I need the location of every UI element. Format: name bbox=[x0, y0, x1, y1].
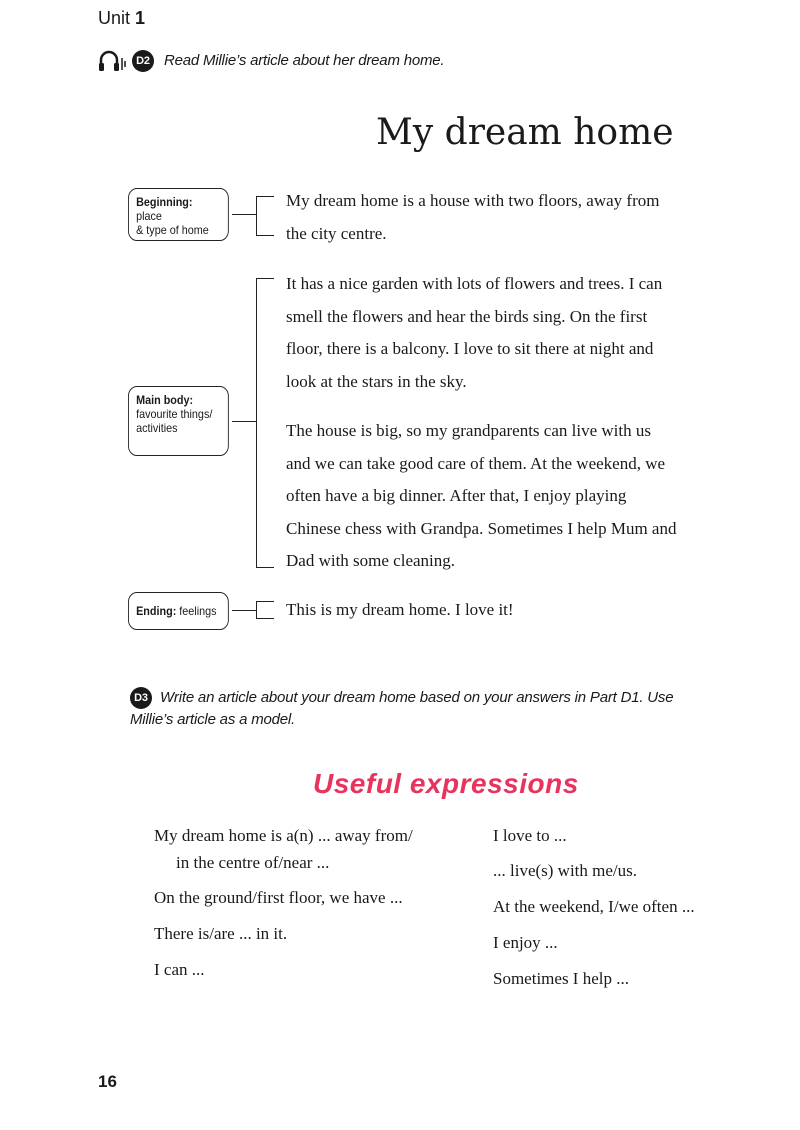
d3-instruction bbox=[130, 687, 673, 731]
expression-left-3: There is/are ... in it. bbox=[154, 924, 288, 943]
beginning-label bbox=[128, 188, 229, 241]
bracket-ending bbox=[256, 601, 274, 619]
para1-line: My dream home is a house with two floors, away from bbox=[286, 191, 660, 210]
ending-label-rest: feelings bbox=[176, 604, 217, 618]
unit-header bbox=[98, 8, 145, 29]
para1-line: the city centre. bbox=[286, 223, 387, 243]
headphones-icon bbox=[97, 48, 127, 79]
main-label-bold: Main body: bbox=[136, 393, 194, 407]
para2-line: floor, there is a balcony. I love to sit there at night and bbox=[286, 339, 654, 358]
expression-left-4: I can ... bbox=[154, 960, 205, 979]
beginning-label-line2: & type of home bbox=[136, 223, 209, 237]
unit-number: 1 bbox=[135, 8, 146, 28]
expression-right-2: ... live(s) with me/us. bbox=[493, 861, 638, 880]
ending-label bbox=[128, 592, 229, 630]
useful-expressions-heading: Useful expressions bbox=[313, 768, 579, 799]
para2-line: look at the stars in the sky. bbox=[286, 371, 467, 391]
d3-text-line1: Write an article about your dream home based on your answers in Part D1. Use bbox=[159, 689, 674, 706]
d3-text-line2: Millie’s article as a model. bbox=[130, 711, 296, 729]
expression-left-1-cont: in the centre of/near ... bbox=[176, 853, 330, 872]
expression-right-5: Sometimes I help ... bbox=[493, 969, 629, 988]
d2-badge: D2 bbox=[132, 50, 154, 72]
expression-left-2: On the ground/first floor, we have ... bbox=[154, 888, 403, 907]
article-title: My dream home bbox=[376, 112, 674, 153]
d2-text: Read Millie’s article about her dream home. bbox=[163, 51, 445, 69]
connector-line bbox=[232, 610, 257, 611]
expression-right-1: I love to ... bbox=[493, 826, 567, 845]
paragraph-2 bbox=[286, 268, 662, 398]
main-body-label bbox=[128, 386, 229, 456]
main-label-line2: favourite things/ bbox=[136, 407, 213, 421]
para3-line: Chinese chess with Grandpa. Sometimes I help Mum and bbox=[286, 518, 677, 538]
paragraph-4: This is my dream home. I love it! bbox=[286, 600, 514, 619]
main-label-line3: activities bbox=[136, 421, 178, 435]
expression-right-3: At the weekend, I/we often ... bbox=[493, 897, 695, 916]
connector-line bbox=[232, 421, 257, 422]
paragraph-3 bbox=[286, 415, 676, 578]
d3-badge: D3 bbox=[130, 687, 152, 709]
unit-label: Unit bbox=[98, 8, 131, 28]
page-number: 16 bbox=[98, 1072, 117, 1091]
ending-label-bold: Ending: bbox=[136, 604, 177, 618]
expression-right-4: I enjoy ... bbox=[493, 933, 558, 952]
para3-line: Dad with some cleaning. bbox=[286, 551, 456, 570]
para3-line: The house is big, so my grandparents can live with us bbox=[286, 421, 651, 440]
paragraph-1 bbox=[286, 185, 659, 250]
bracket-main-body bbox=[256, 278, 274, 568]
para3-line: often have a big dinner. After that, I enjoy playing bbox=[286, 486, 627, 505]
para3-line: and we can take good care of them. At the weekend, we bbox=[286, 453, 666, 473]
connector-line bbox=[232, 214, 257, 215]
para2-line: It has a nice garden with lots of flowers and trees. I can bbox=[286, 274, 663, 293]
expression-left-1: My dream home is a(n) ... away from/ bbox=[154, 826, 413, 845]
bracket-beginning bbox=[256, 196, 274, 236]
beginning-label-rest: place bbox=[136, 209, 162, 223]
beginning-label-bold: Beginning: bbox=[136, 195, 193, 209]
d2-instruction bbox=[132, 50, 444, 72]
para2-line: smell the flowers and hear the birds sing. On the first bbox=[286, 306, 648, 326]
